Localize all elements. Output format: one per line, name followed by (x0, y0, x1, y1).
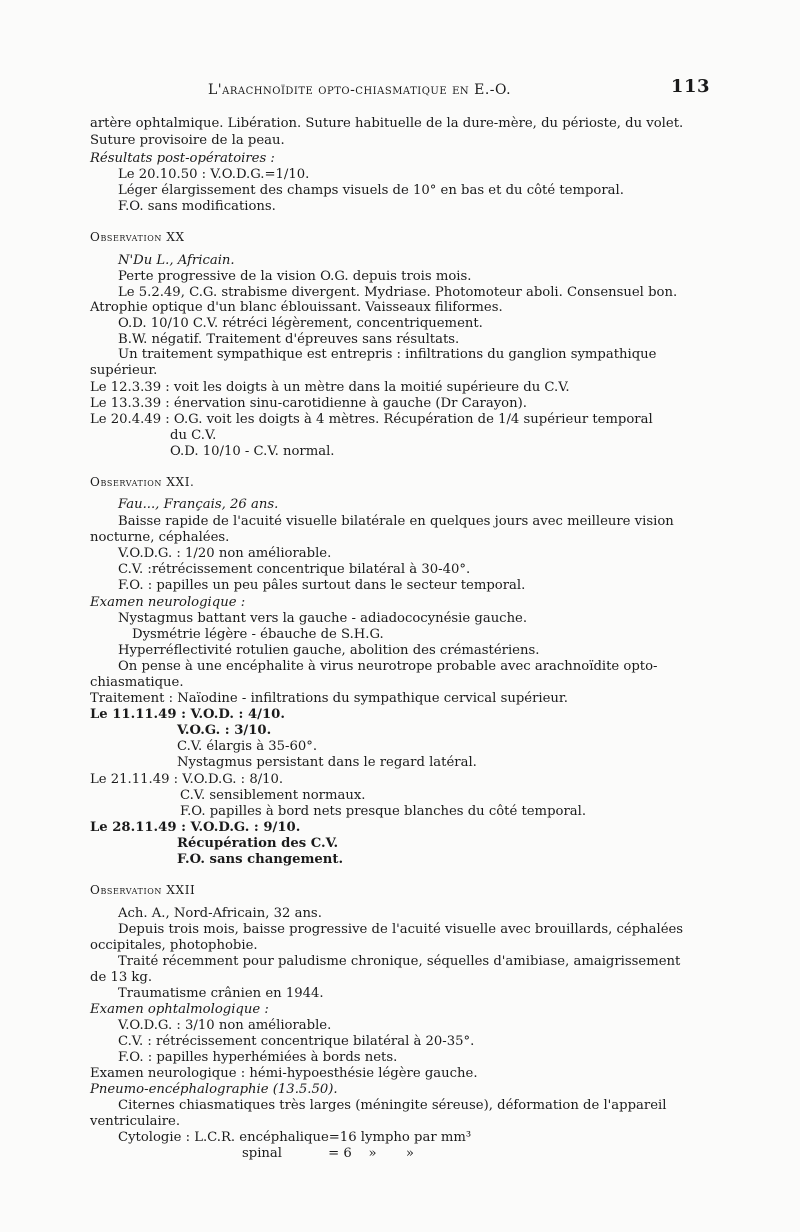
patient-name: Ach. A., Nord-Africain, 32 ans. (118, 906, 322, 921)
text-line: Examen neurologique : hémi-hypoesthésie légère gauche. (90, 1066, 478, 1081)
text-line: O.D. 10/10 C.V. rétréci légèrement, concentriquement. (118, 316, 483, 331)
text-line: Nystagmus battant vers la gauche - adiadococynésie gauche. (118, 611, 528, 626)
text-line: F.O. sans modifications. (118, 199, 276, 214)
text-line: Nystagmus persistant dans le regard latéral. (177, 755, 477, 770)
text-line: supérieur. (90, 363, 158, 378)
text-line: V.O.D.G. : 1/20 non améliorable. (118, 546, 332, 561)
text-line: spinal = 6 » » (242, 1146, 414, 1161)
text-line: Cytologie : L.C.R. encéphalique=16 lympho par mm³ (118, 1130, 472, 1145)
text-line: C.V. : rétrécissement concentrique bilatéral à 20-35°. (118, 1034, 475, 1049)
text-line: de 13 kg. (90, 970, 153, 985)
text-line: B.W. négatif. Traitement d'épreuves sans résultats. (118, 332, 460, 347)
text-line: Le 11.11.49 : V.O.D. : 4/10. (90, 707, 285, 722)
text-line: O.D. 10/10 - C.V. normal. (170, 444, 335, 459)
section-label: Examen ophtalmologique : (90, 1002, 269, 1017)
text-line: ventriculaire. (90, 1114, 181, 1129)
text-line: du C.V. (170, 428, 217, 443)
patient-name: N'Du L., Africain. (118, 253, 235, 268)
text-line: Depuis trois mois, baisse progressive de l'acuité visuelle avec brouillards, céphalées (118, 922, 684, 937)
text-line: F.O. sans changement. (177, 852, 344, 867)
text-line: V.O.D.G. : 3/10 non améliorable. (118, 1018, 332, 1033)
text-line: Le 28.11.49 : V.O.D.G. : 9/10. (90, 820, 301, 835)
text-line: F.O. : papilles un peu pâles surtout dans le secteur temporal. (118, 578, 526, 593)
text-line: C.V. :rétrécissement concentrique bilatéral à 30-40°. (118, 562, 471, 577)
text-line: artère ophtalmique. Libération. Suture habituelle de la dure-mère, du périoste, du volet. (90, 116, 684, 131)
text-line: Un traitement sympathique est entrepris : infiltrations du ganglion sympathique (118, 347, 657, 362)
text-line: C.V. élargis à 35-60°. (177, 739, 318, 754)
text-line: Perte progressive de la vision O.G. depuis trois mois. (118, 269, 472, 284)
text-line: nocturne, céphalées. (90, 530, 230, 545)
observation-heading: Observation XXII (90, 883, 196, 897)
patient-name: Fau..., Français, 26 ans. (118, 497, 279, 512)
text-line: Le 5.2.49, C.G. strabisme divergent. Mydriase. Photomoteur aboli. Consensuel bon. (118, 285, 678, 300)
text-line: Traité récemment pour paludisme chronique, séquelles d'amibiase, amaigrissement (118, 954, 681, 969)
text-line: Citernes chiasmatiques très larges (méningite séreuse), déformation de l'appareil (118, 1098, 667, 1113)
text-line: Traitement : Naïodine - infiltrations du sympathique cervical supérieur. (90, 691, 568, 706)
text-line: Léger élargissement des champs visuels de 10° en bas et du côté temporal. (118, 183, 624, 198)
text-line: Dysmétrie légère - ébauche de S.H.G. (132, 627, 384, 642)
section-label: Pneumo-encéphalographie (13.5.50). (90, 1082, 338, 1097)
observation-heading: Observation XX (90, 230, 185, 244)
page-number: 113 (670, 76, 710, 97)
text-line: Le 21.11.49 : V.O.D.G. : 8/10. (90, 772, 284, 787)
text-line: F.O. papilles à bord nets presque blanches du côté temporal. (180, 804, 587, 819)
text-line: Hyperréflectivité rotulien gauche, abolition des crémastériens. (118, 643, 540, 658)
section-label: Résultats post-opératoires : (90, 151, 275, 166)
text-line: Traumatisme crânien en 1944. (118, 986, 324, 1001)
text-line: Le 20.10.50 : V.O.D.G.=1/10. (118, 167, 310, 182)
text-line: Récupération des C.V. (177, 836, 339, 851)
text-line: chiasmatique. (90, 675, 184, 690)
observation-heading: Observation XXI. (90, 475, 195, 489)
text-line: On pense à une encéphalite à virus neurotrope probable avec arachnoïdite opto- (118, 659, 658, 674)
text-line: occipitales, photophobie. (90, 938, 258, 953)
text-line: Suture provisoire de la peau. (90, 133, 285, 148)
running-title: L'arachnoïdite opto-chiasmatique en E.-O. (208, 82, 512, 98)
text-line: F.O. : papilles hyperhémiées à bords nets. (118, 1050, 398, 1065)
text-line: Le 13.3.39 : énervation sinu-carotidienne à gauche (Dr Carayon). (90, 396, 527, 411)
text-line: C.V. sensiblement normaux. (180, 788, 366, 803)
text-line: Baisse rapide de l'acuité visuelle bilatérale en quelques jours avec meilleure vision (118, 514, 674, 529)
text-line: Le 20.4.49 : O.G. voit les doigts à 4 mètres. Récupération de 1/4 supérieur temporal (90, 412, 653, 427)
section-label: Examen neurologique : (90, 595, 246, 610)
text-line: Le 12.3.39 : voit les doigts à un mètre dans la moitié supérieure du C.V. (90, 380, 570, 395)
text-line: V.O.G. : 3/10. (177, 723, 272, 738)
text-line: Atrophie optique d'un blanc éblouissant. Vaisseaux filiformes. (90, 300, 503, 315)
